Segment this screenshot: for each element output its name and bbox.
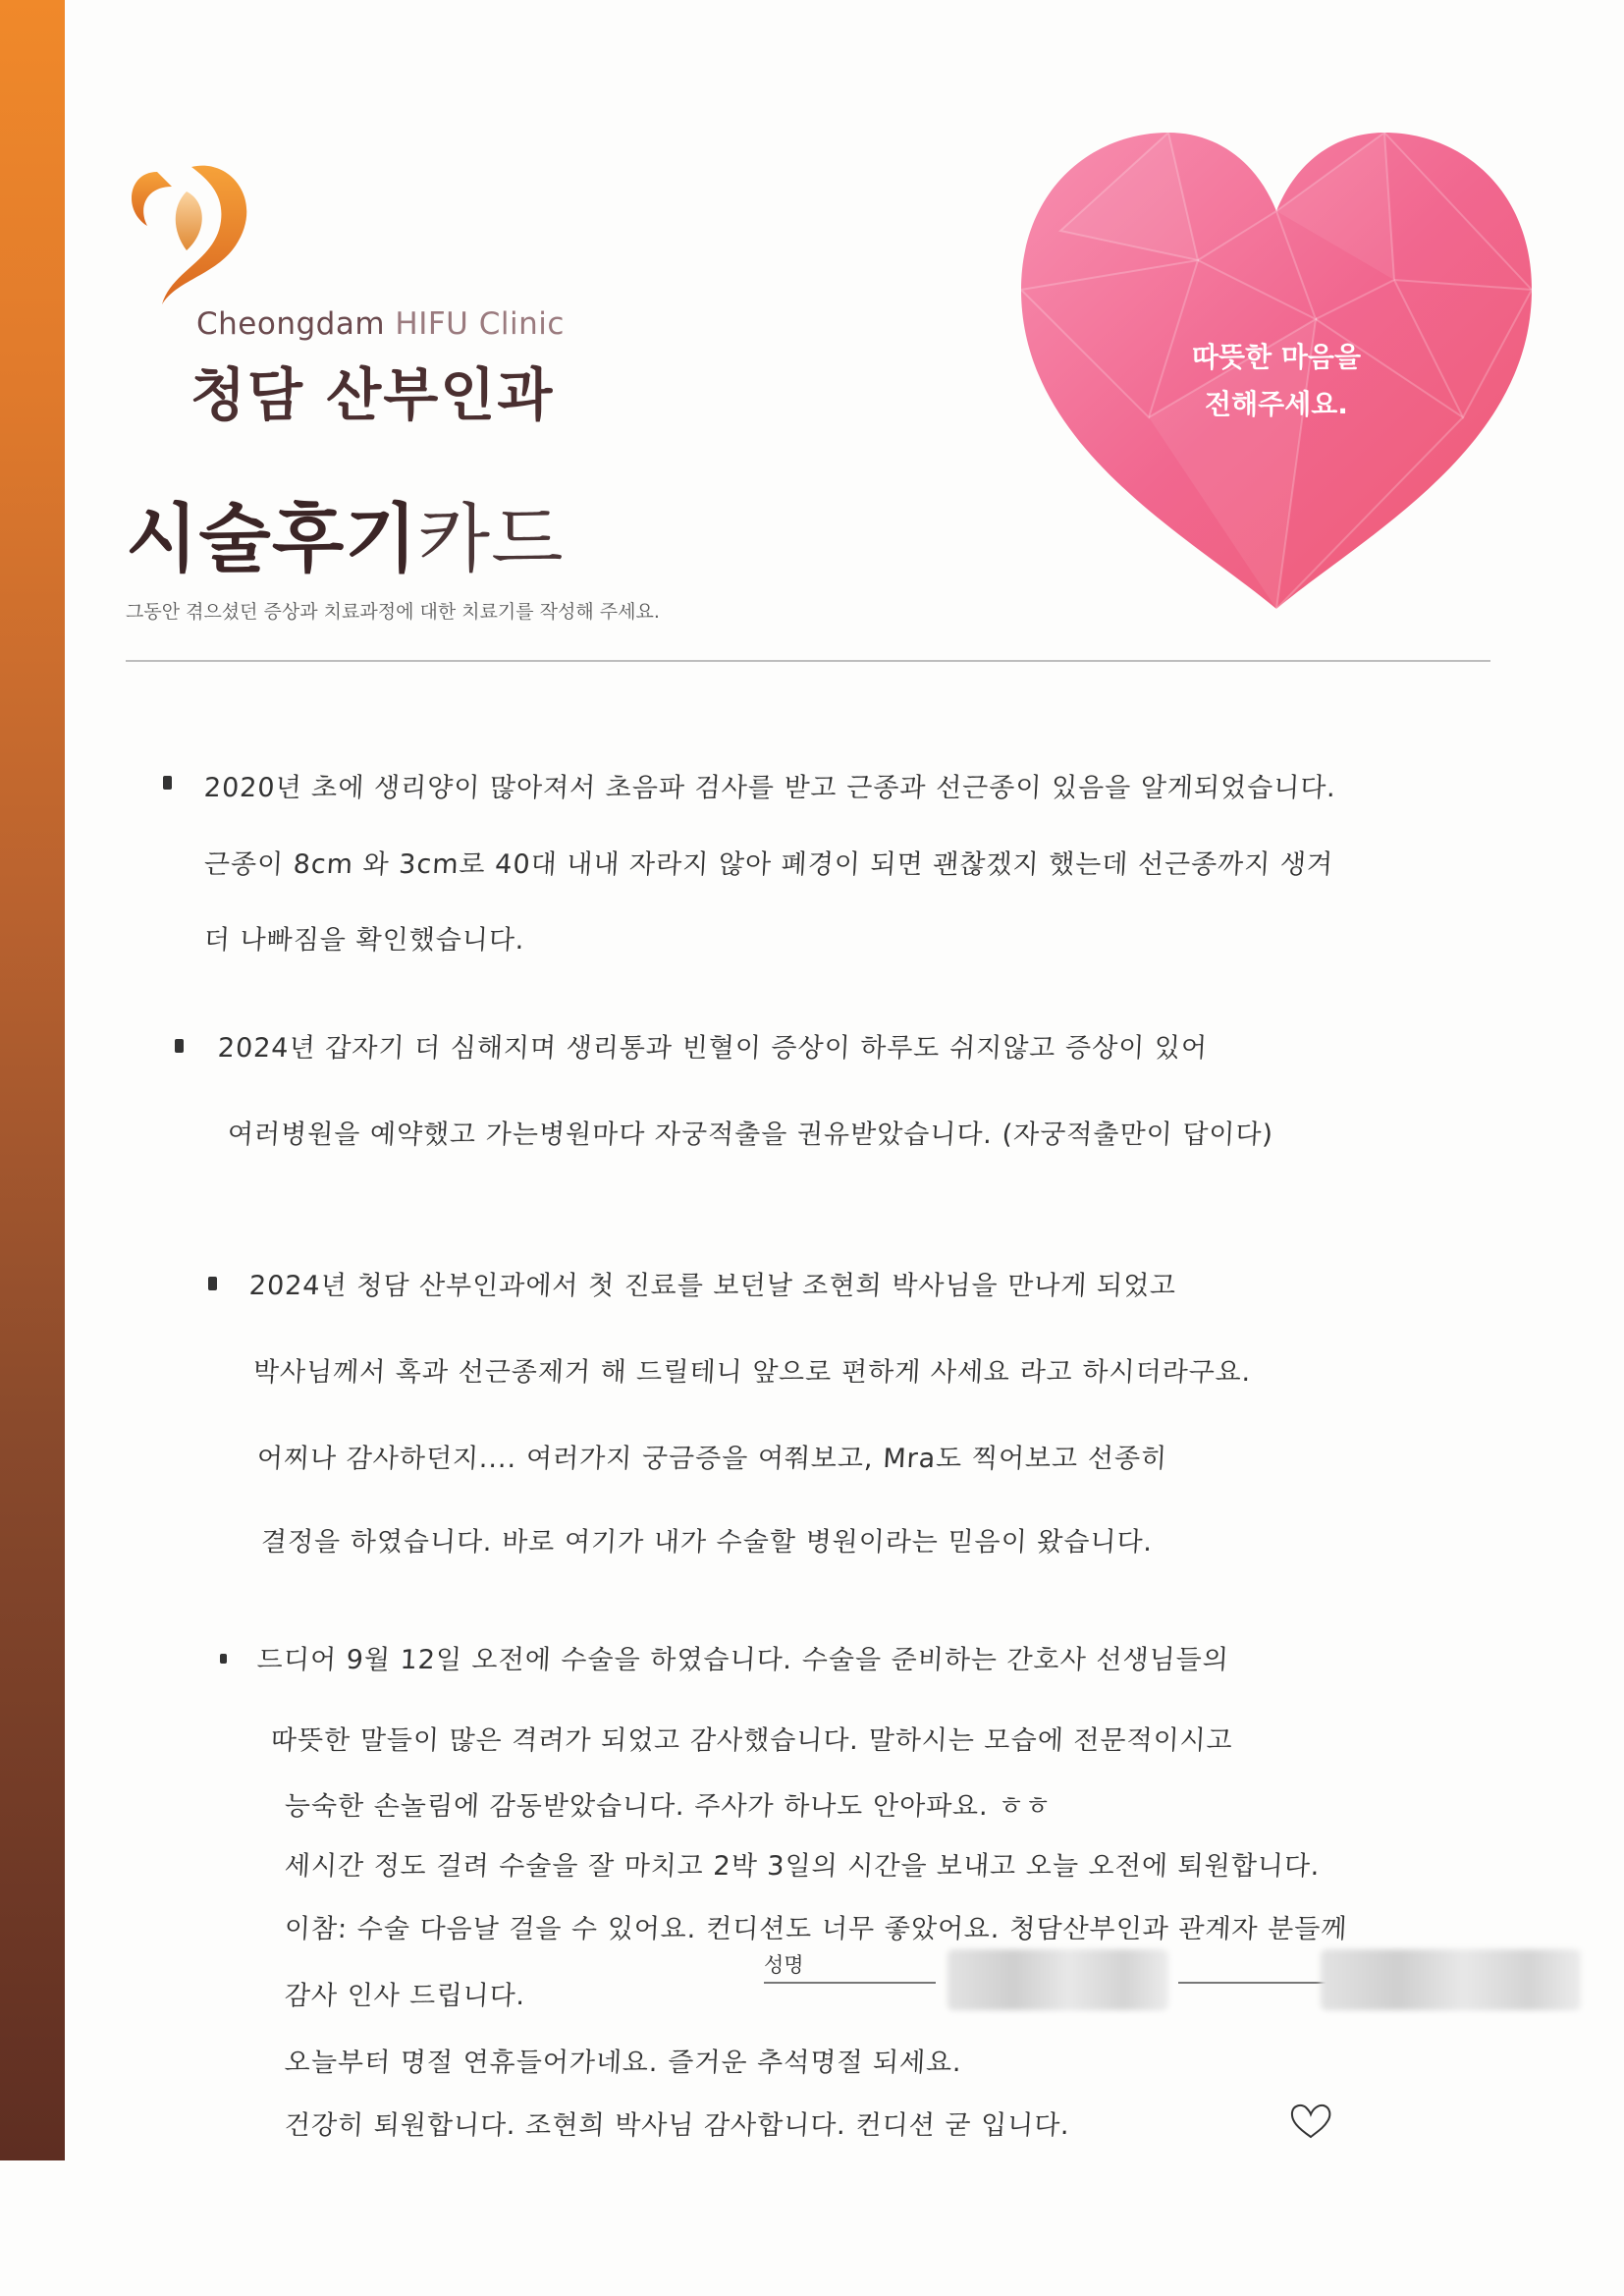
heart-message: [1129, 334, 1424, 428]
clinic-name-english: [196, 306, 565, 342]
review-line: 이참: 수술 다음날 걸을 수 있어요. 컨디션도 너무 좋았어요. 청담산부인과 관계자 분들께: [284, 1914, 1349, 1944]
clinic-name-en-secondary: HIFU Clinic: [395, 306, 565, 342]
review-line: 결정을 하였습니다. 바로 여기가 내가 수술할 병원이라는 믿음이 왔습니다.: [260, 1527, 1154, 1558]
side-accent-bar: [0, 0, 65, 2160]
review-line: 2020년 초에 생리양이 많아져서 초음파 검사를 받고 근종과 선근종이 있음을 알게되었습니다.: [203, 773, 1337, 803]
signature-line: [764, 1982, 936, 1984]
card-title: [126, 479, 565, 586]
review-line: 어찌나 감사하던지.... 여러가지 궁금증을 여쭤보고, Mra도 찍어보고 선종히: [256, 1444, 1168, 1474]
redacted-name: [947, 1949, 1168, 2010]
review-line: 더 나빠짐을 확인했습니다.: [203, 925, 526, 956]
review-line: 건강히 퇴원합니다. 조현희 박사님 감사합니다. 컨디션 굳 입니다.: [284, 2110, 1071, 2141]
review-line: 2024년 갑자기 더 심해지며 생리통과 빈혈이 증상이 하루도 쉬지않고 증상이 있어: [217, 1033, 1209, 1064]
review-line: 감사 인사 드립니다.: [284, 1981, 527, 2011]
redacted-name: [1321, 1949, 1581, 2010]
card-title-light: 카드: [417, 495, 565, 582]
signature-label: 성명: [764, 1953, 804, 1977]
review-line: 여러병원을 예약했고 가는병원마다 자궁적출을 권유받았습니다. (자궁적출만이 답이다): [227, 1120, 1274, 1150]
signature-line: [1178, 1982, 1326, 1984]
review-line: 박사님께서 혹과 선근종제거 해 드릴테니 앞으로 편하게 사세요 라고 하시더라구요.: [252, 1357, 1253, 1388]
review-line: 따뜻한 말들이 많은 격려가 되었고 감사했습니다. 말하시는 모습에 전문적이시고: [270, 1725, 1234, 1756]
doodle-heart-icon: [1288, 2102, 1333, 2141]
clinic-name-korean: 청담 산부인과: [190, 361, 555, 428]
bullet-marker: [220, 1654, 227, 1664]
review-line: 오늘부터 명절 연휴들어가네요. 즐거운 추석명절 되세요.: [284, 2048, 963, 2078]
instruction-text: 그동안 겪으셨던 증상과 치료과정에 대한 치료기를 작성해 주세요.: [126, 601, 660, 623]
header-divider: [126, 660, 1490, 662]
review-line: 세시간 정도 걸려 수술을 잘 마치고 2박 3일의 시간을 보내고 오늘 오전에 퇴원합니다.: [284, 1851, 1322, 1882]
bullet-marker: [163, 776, 172, 790]
bullet-marker: [208, 1277, 217, 1290]
heart-message-line2: 전해주세요.: [1205, 388, 1348, 420]
review-line: 드디어 9월 12일 오전에 수술을 하였습니다. 수술을 준비하는 간호사 선생님들의: [256, 1645, 1230, 1675]
bullet-marker: [175, 1039, 184, 1053]
card-title-bold: 시술후기: [126, 495, 418, 582]
heart-message-line1: 따뜻한 마음을: [1191, 341, 1362, 373]
review-line: 2024년 청담 산부인과에서 첫 진료를 보던날 조현희 박사님을 만나게 되었고: [248, 1271, 1177, 1301]
clinic-logo-icon: [118, 162, 285, 309]
clinic-name-en-primary: Cheongdam: [196, 306, 386, 342]
review-line: 근종이 8cm 와 3cm로 40대 내내 자라지 않아 폐경이 되면 괜찮겠지 했는데 선근종까지 생겨: [203, 849, 1334, 880]
review-line: 능숙한 손놀림에 감동받았습니다. 주사가 하나도 안아파요. ㅎㅎ: [284, 1791, 1053, 1822]
